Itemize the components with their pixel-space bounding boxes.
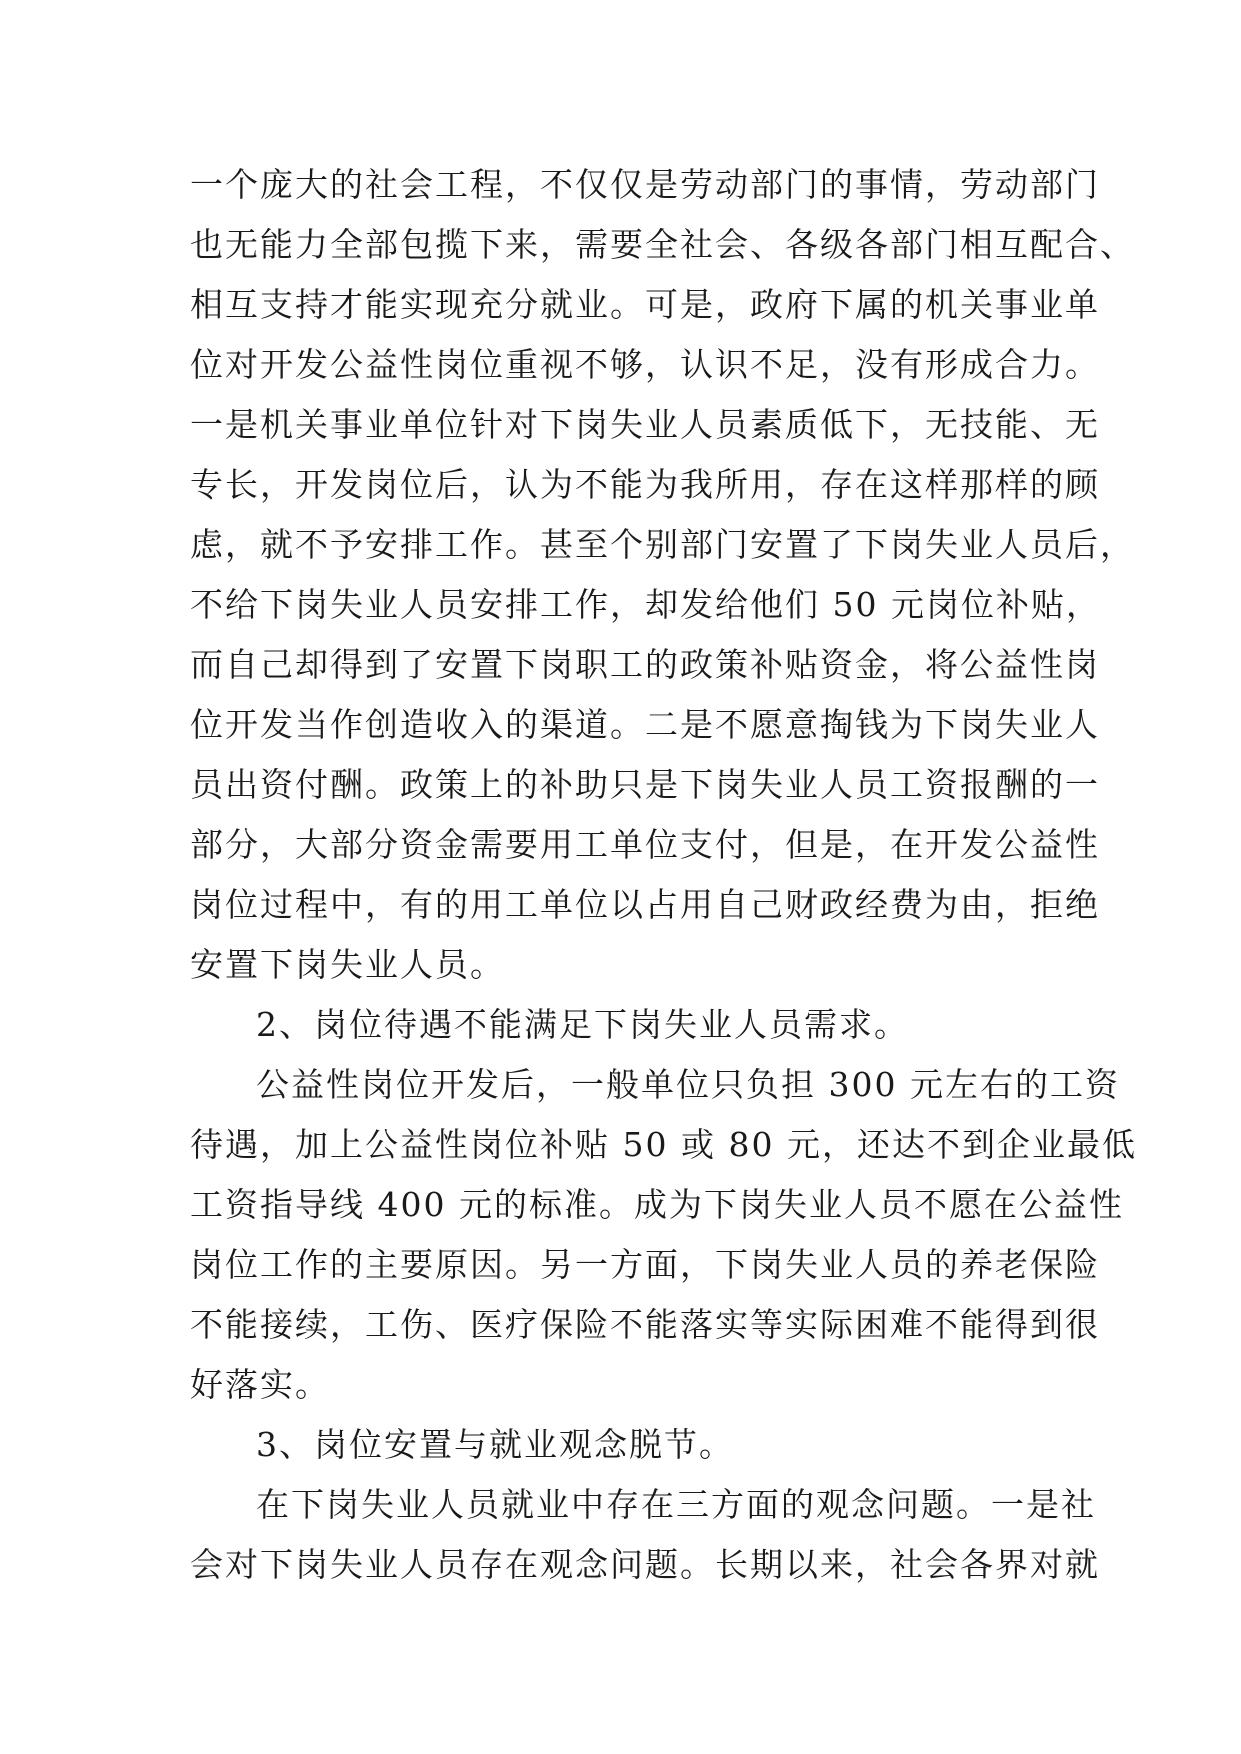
text-line: 一是机关事业单位针对下岗失业人员素质低下，无技能、无 bbox=[190, 405, 1100, 444]
text-line: 位开发当作创造收入的渠道。二是不愿意掏钱为下岗失业人 bbox=[190, 705, 1100, 744]
text-line: 工资指导线 400 元的标准。成为下岗失业人员不愿在公益性 bbox=[190, 1185, 1124, 1224]
body-text bbox=[190, 155, 1137, 1595]
text-line: 岗位过程中，有的用工单位以占用自己财政经费为由，拒绝 bbox=[190, 885, 1100, 924]
section-heading: 2、岗位待遇不能满足下岗失业人员需求。 bbox=[256, 1005, 909, 1044]
text-line: 好落实。 bbox=[190, 1365, 330, 1404]
text-line: 在下岗失业人员就业中存在三方面的观念问题。一是社 bbox=[256, 1485, 1096, 1524]
text-line: 虑，就不予安排工作。甚至个别部门安置了下岗失业人员后， bbox=[190, 525, 1135, 564]
text-line: 会对下岗失业人员存在观念问题。长期以来，社会各界对就 bbox=[190, 1545, 1100, 1584]
text-line: 一个庞大的社会工程，不仅仅是劳动部门的事情，劳动部门 bbox=[190, 165, 1100, 204]
text-line: 专长，开发岗位后，认为不能为我所用，存在这样那样的顾 bbox=[190, 465, 1100, 504]
text-line: 不能接续，工伤、医疗保险不能落实等实际困难不能得到很 bbox=[190, 1305, 1100, 1344]
text-line: 安置下岗失业人员。 bbox=[190, 945, 505, 984]
section-heading: 3、岗位安置与就业观念脱节。 bbox=[256, 1425, 734, 1464]
text-line: 也无能力全部包揽下来，需要全社会、各级各部门相互配合、 bbox=[190, 225, 1135, 264]
text-line: 而自己却得到了安置下岗职工的政策补贴资金，将公益性岗 bbox=[190, 645, 1100, 684]
text-line: 岗位工作的主要原因。另一方面，下岗失业人员的养老保险 bbox=[190, 1245, 1100, 1284]
text-line: 不给下岗失业人员安排工作，却发给他们 50 元岗位补贴， bbox=[190, 585, 1101, 624]
text-line: 员出资付酬。政策上的补助只是下岗失业人员工资报酬的一 bbox=[190, 765, 1100, 804]
text-line: 位对开发公益性岗位重视不够，认识不足，没有形成合力。 bbox=[190, 345, 1100, 384]
text-line: 相互支持才能实现充分就业。可是，政府下属的机关事业单 bbox=[190, 285, 1100, 324]
text-line: 部分，大部分资金需要用工单位支付，但是，在开发公益性 bbox=[190, 825, 1100, 864]
text-line: 待遇，加上公益性岗位补贴 50 或 80 元，还达不到企业最低 bbox=[190, 1125, 1137, 1164]
text-line: 公益性岗位开发后，一般单位只负担 300 元左右的工资 bbox=[256, 1065, 1120, 1104]
